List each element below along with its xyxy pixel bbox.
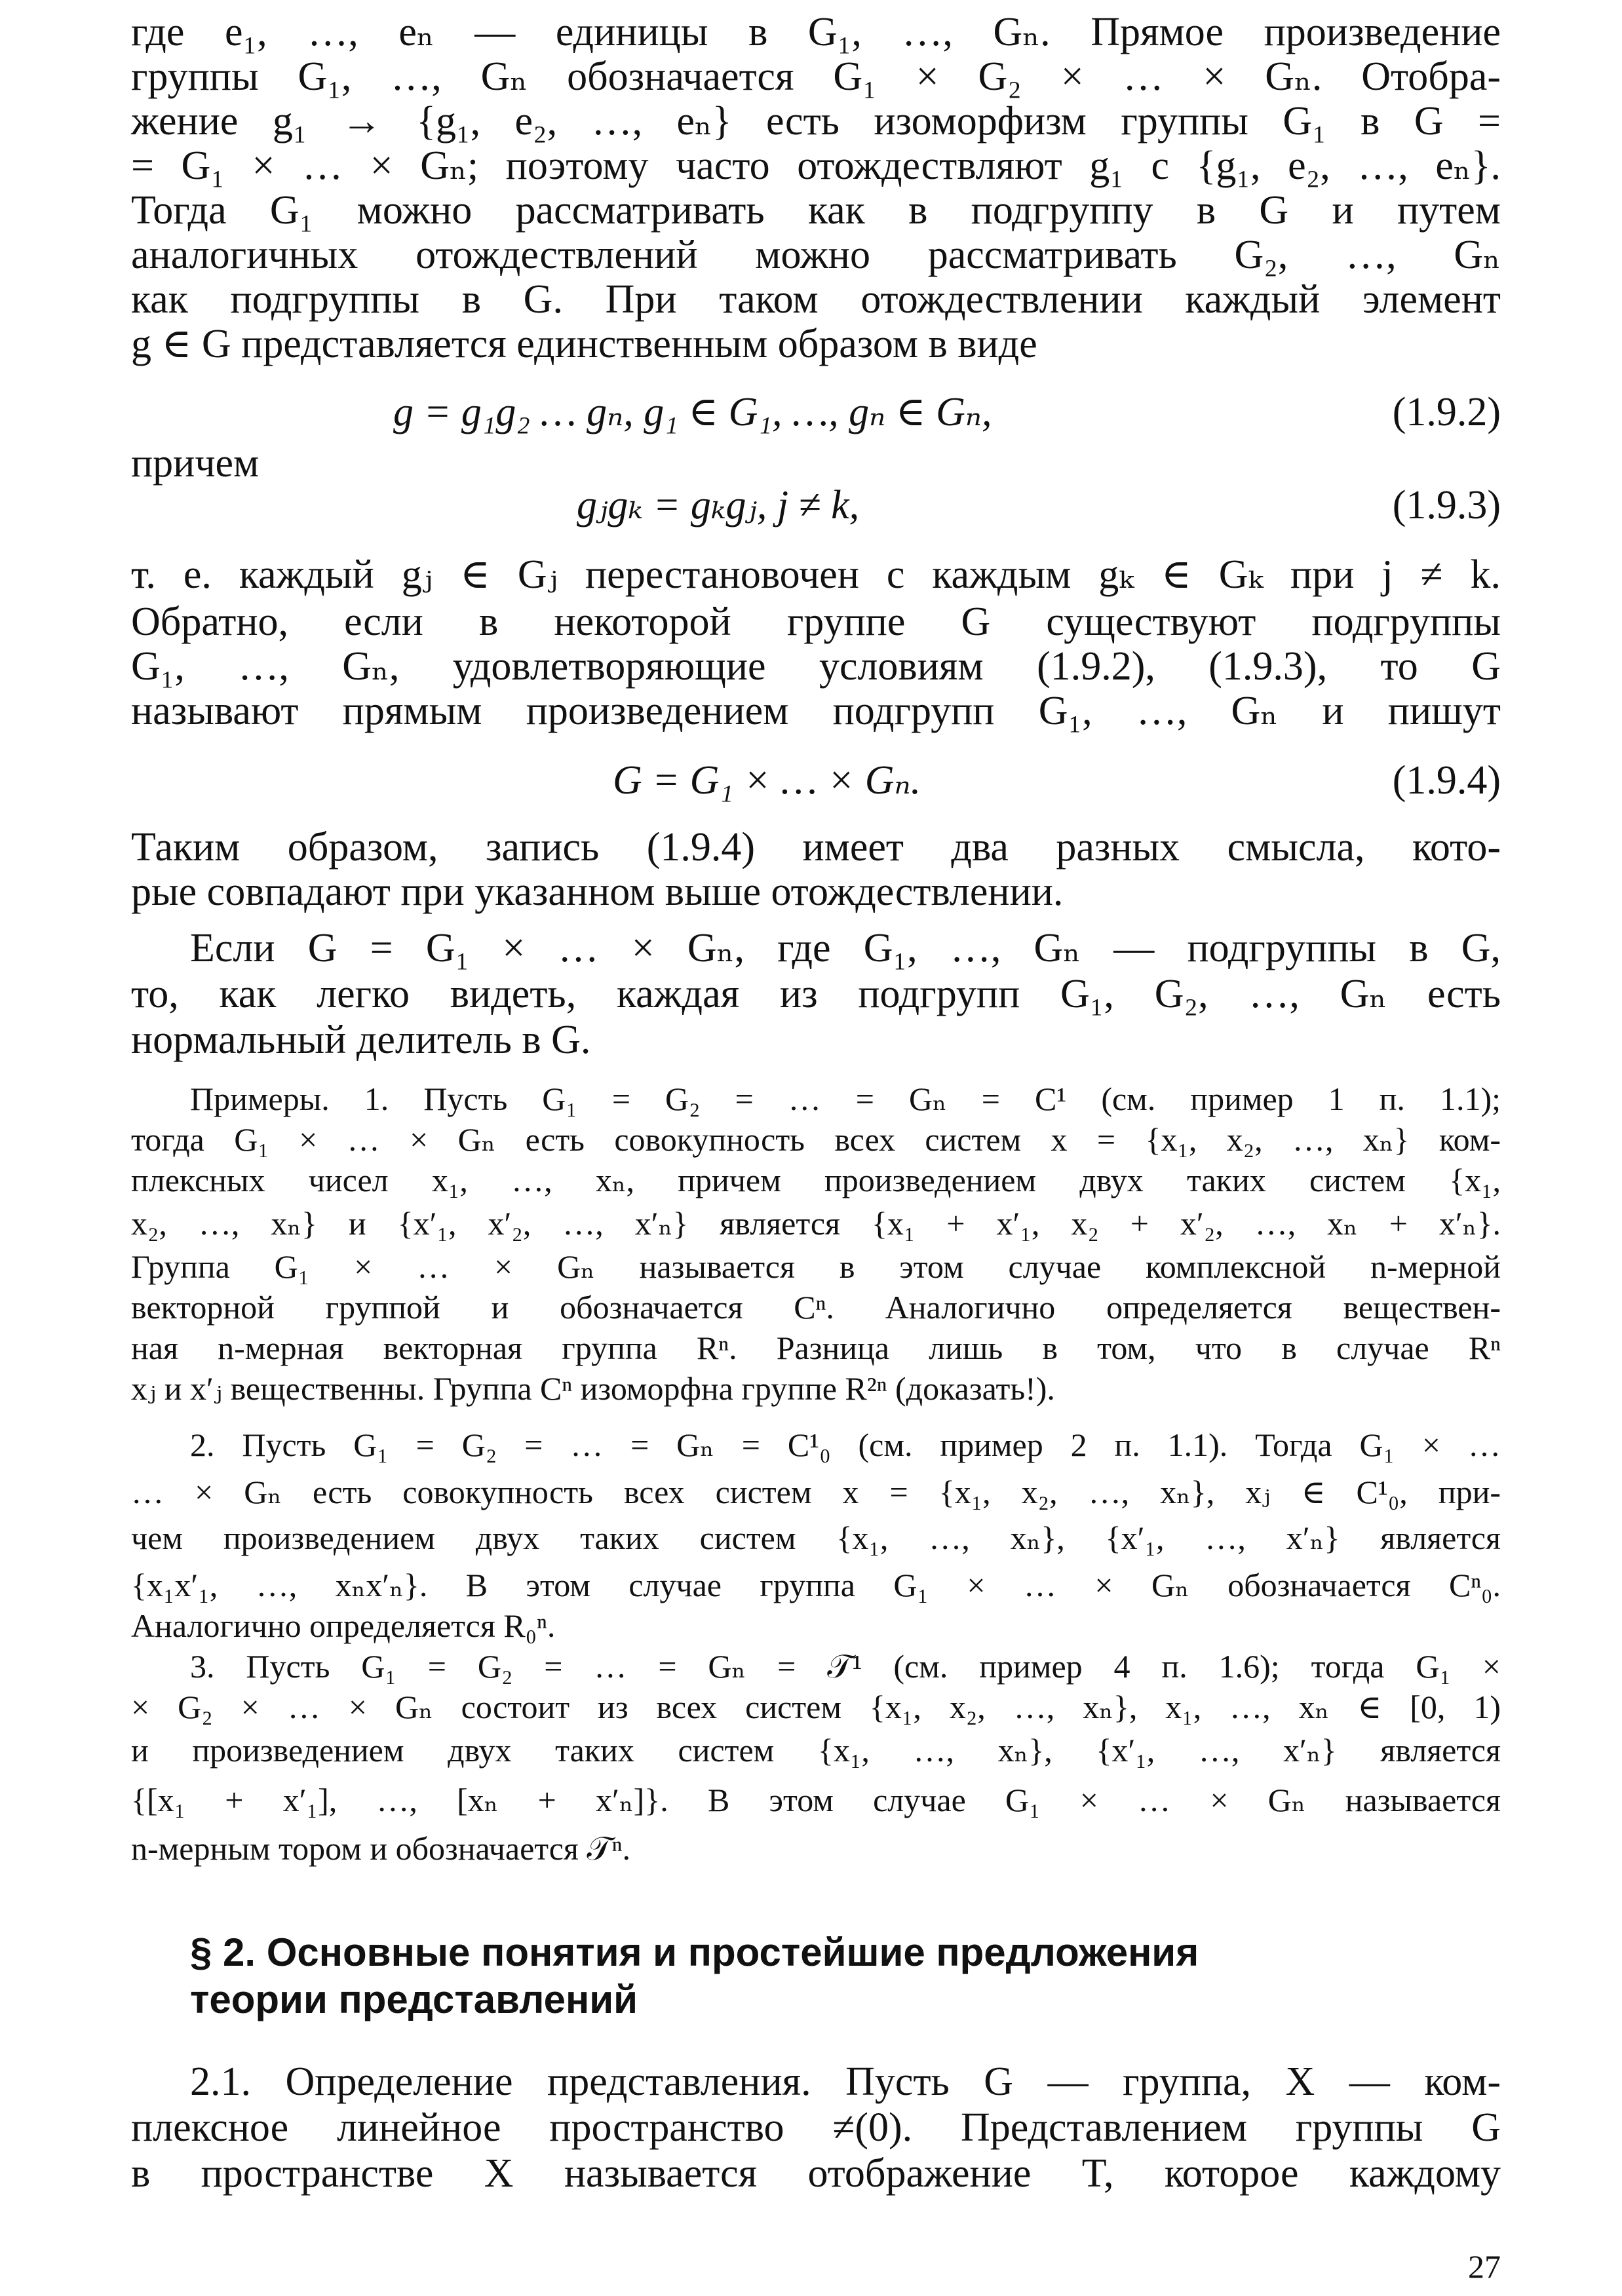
text-line: = G₁ × … × Gₙ; поэтому часто отождествляют g₁ с {g₁, e₂, …, eₙ}.: [131, 144, 1501, 188]
text-line: группы G₁, …, Gₙ обозначается G₁ × G₂ × … × Gₙ. Отобра-: [131, 54, 1501, 99]
text-line: нормальный делитель в G.: [131, 1018, 591, 1062]
text-line: g ∈ G представляется единственным образом в виде: [131, 322, 1037, 366]
example-line: × G₂ × … × Gₙ состоит из всех систем {x₁, x₂, …, xₙ}, x₁, …, xₙ ∈ [0, 1): [131, 1689, 1501, 1725]
example-line: чем произведением двух таких систем {x₁, …, xₙ}, {x′₁, …, x′ₙ} является: [131, 1520, 1501, 1556]
example-line: плексных чисел x₁, …, xₙ, причем произведением двух таких систем {x₁,: [131, 1162, 1501, 1198]
text-line: называют прямым произведением подгрупп G₁, …, Gₙ и пишут: [131, 689, 1501, 733]
example-line: x₂, …, xₙ} и {x′₁, x′₂, …, x′ₙ} является {x₁ + x′₁, x₂ + x′₂, …, xₙ + x′ₙ}.: [131, 1205, 1501, 1242]
text-line: жение g₁ → {g₁, e₂, …, eₙ} есть изоморфизм группы G₁ в G =: [131, 99, 1501, 144]
example-line: Группа G₁ × … × Gₙ называется в этом случае комплексной n-мерной: [131, 1248, 1501, 1285]
example-line: тогда G₁ × … × Gₙ есть совокупность всех систем x = {x₁, x₂, …, xₙ} ком-: [131, 1121, 1501, 1158]
example-line: … × Gₙ есть совокупность всех систем x = {x₁, x₂, …, xₙ}, xⱼ ∈ C¹₀, при-: [131, 1474, 1501, 1510]
equation-number: (1.9.4): [1392, 758, 1501, 803]
equation-number: (1.9.2): [1392, 390, 1501, 434]
equation-number: (1.9.3): [1392, 483, 1501, 527]
example-line: 2. Пусть G₁ = G₂ = … = Gₙ = C¹₀ (см. пример 2 п. 1.1). Тогда G₁ × …: [190, 1426, 1501, 1463]
example-line: 3. Пусть G₁ = G₂ = … = Gₙ = 𝒯¹ (см. пример 4 п. 1.6); тогда G₁ ×: [190, 1648, 1501, 1685]
text-line: т. е. каждый gⱼ ∈ Gⱼ перестановочен с каждым gₖ ∈ Gₖ при j ≠ k.: [131, 552, 1501, 597]
example-line: Аналогично определяется R₀ⁿ.: [131, 1607, 556, 1644]
section-heading: § 2. Основные понятия и простейшие предложения: [190, 1930, 1199, 1974]
text-line: в пространстве X называется отображение T, которое каждому: [131, 2151, 1501, 2196]
text-line: Если G = G₁ × … × Gₙ, где G₁, …, Gₙ — подгруппы в G,: [190, 926, 1501, 970]
section-heading: теории представлений: [190, 1978, 638, 2021]
example-line: и произведением двух таких систем {x₁, …, xₙ}, {x′₁, …, x′ₙ} является: [131, 1732, 1501, 1769]
example-line: ная n-мерная векторная группа Rⁿ. Разница лишь в том, что в случае Rⁿ: [131, 1330, 1501, 1366]
text-line: Таким образом, запись (1.9.4) имеет два разных смысла, кото-: [131, 825, 1501, 870]
text-line: Обратно, если в некоторой группе G существуют подгруппы: [131, 600, 1501, 644]
text-line: как подгруппы в G. При таком отождествлении каждый элемент: [131, 277, 1501, 322]
text-line: аналогичных отождествлений можно рассматривать G₂, …, Gₙ: [131, 233, 1501, 277]
text-line: G₁, …, Gₙ, удовлетворяющие условиям (1.9.2), (1.9.3), то G: [131, 644, 1501, 689]
text-line: плексное линейное пространство ≠(0). Представлением группы G: [131, 2105, 1501, 2150]
text-line: рые совпадают при указанном выше отождествлении.: [131, 870, 1064, 914]
page-number: 27: [1468, 2248, 1501, 2285]
example-line: n-мерным тором и обозначается 𝒯ⁿ.: [131, 1830, 630, 1867]
text-line: Тогда G₁ можно рассматривать как в подгруппу в G и путем: [131, 188, 1501, 233]
equation-1-9-4: G = G₁ × … × Gₙ.: [613, 758, 921, 803]
example-line: {x₁x′₁, …, xₙx′ₙ}. В этом случае группа G₁ × … × Gₙ обозначается Cⁿ₀.: [131, 1567, 1501, 1603]
example-line: {[x₁ + x′₁], …, [xₙ + x′ₙ]}. В этом случае G₁ × … × Gₙ называется: [131, 1782, 1501, 1818]
text-line: то, как легко видеть, каждая из подгрупп G₁, G₂, …, Gₙ есть: [131, 972, 1501, 1016]
text-line: где e₁, …, eₙ — единицы в G₁, …, Gₙ. Прямое произведение: [131, 10, 1501, 54]
example-line: Примеры. 1. Пусть G₁ = G₂ = … = Gₙ = C¹ (см. пример 1 п. 1.1);: [190, 1081, 1501, 1117]
example-line: xⱼ и x′ⱼ вещественны. Группа Cⁿ изоморфна группе R²ⁿ (доказать!).: [131, 1370, 1055, 1407]
example-line: векторной группой и обозначается Cⁿ. Аналогично определяется веществен-: [131, 1289, 1501, 1326]
text-line: причем: [131, 441, 260, 486]
equation-1-9-3: gⱼgₖ = gₖgⱼ, j ≠ k,: [577, 483, 860, 527]
equation-1-9-2: g = g₁g₂ … gₙ, g₁ ∈ G₁, …, gₙ ∈ Gₙ,: [393, 390, 992, 434]
text-line: 2.1. Определение представления. Пусть G — группа, X — ком-: [190, 2059, 1501, 2104]
